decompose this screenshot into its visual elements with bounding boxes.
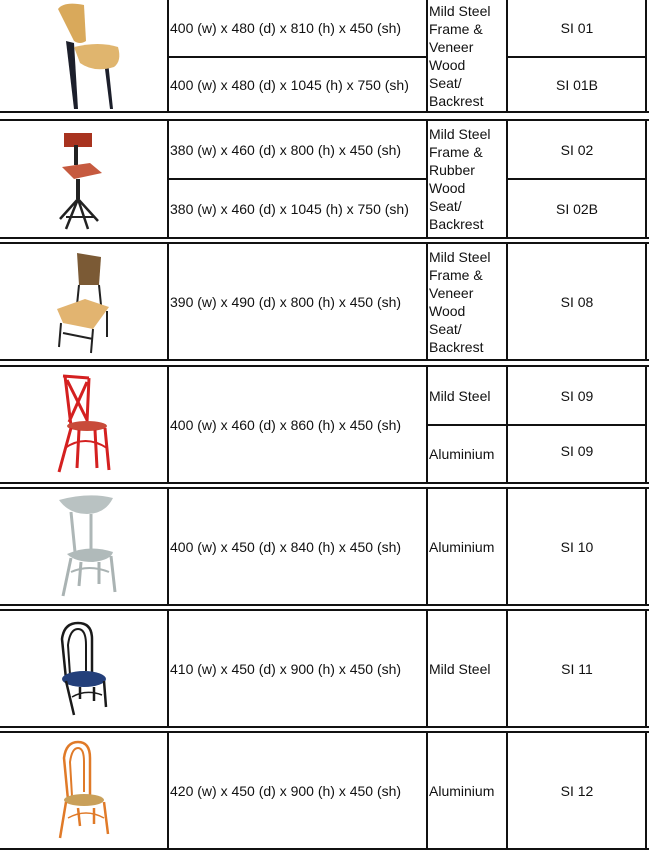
material-line: Backrest — [429, 338, 484, 355]
school-chair-veneer-wood-icon — [0, 244, 167, 359]
product-row-si-09 — [0, 365, 649, 484]
product-code: SI 10 — [560, 538, 594, 555]
product-code: SI 02 — [560, 141, 594, 158]
material-line: Veneer — [429, 38, 474, 55]
dimensions-cell: 400 (w) x 460 (d) x 860 (h) x 450 (sh) — [170, 416, 402, 433]
material-line: Mild Steel — [429, 2, 491, 19]
product-row-si-01 — [0, 0, 649, 113]
product-code: SI 09 — [560, 443, 594, 459]
material-line: Mild Steel — [429, 248, 491, 265]
product-code: SI 01 — [560, 20, 594, 36]
dimensions-cell: 380 (w) x 460 (d) x 800 (h) x 450 (sh) — [170, 141, 402, 158]
product-code: SI 12 — [560, 782, 594, 799]
dimensions-cell: 400 (w) x 480 (d) x 810 (h) x 450 (sh) — [170, 20, 402, 36]
silver-aluminium-chair-icon — [0, 489, 167, 604]
product-row-si-08 — [0, 242, 649, 361]
material-cell: Mild Steel — [429, 387, 491, 404]
column-divider — [645, 489, 647, 604]
material-line: Seat/ — [429, 198, 462, 214]
product-row-si-11 — [0, 609, 649, 728]
material-cell: Aluminium — [429, 538, 495, 555]
dimensions-cell: 410 (w) x 450 (d) x 900 (h) x 450 (sh) — [170, 660, 402, 677]
material-cell — [428, 121, 506, 237]
product-code: SI 01B — [555, 76, 599, 93]
product-code: SI 11 — [561, 660, 593, 677]
material-line: Seat/ — [429, 74, 462, 91]
material-line: Wood — [429, 56, 466, 73]
material-line: Wood — [429, 180, 466, 196]
orange-bentwood-chair-icon — [0, 733, 167, 848]
product-code: SI 02B — [555, 200, 599, 217]
material-line: Veneer — [429, 284, 474, 301]
column-divider — [645, 733, 647, 848]
swivel-stool-chair-rubber-wood-icon — [0, 121, 167, 237]
dimensions-cell: 400 (w) x 450 (d) x 840 (h) x 450 (sh) — [170, 538, 402, 555]
material-cell: Aluminium — [429, 782, 495, 799]
black-bentwood-chair-blue-seat-icon — [0, 611, 167, 726]
material-line: Frame & — [429, 20, 483, 37]
column-divider — [645, 367, 647, 482]
dimensions-cell: 380 (w) x 460 (d) x 1045 (h) x 750 (sh) — [170, 200, 409, 217]
material-cell — [428, 244, 506, 359]
chair-veneer-wood-black-frame-icon — [0, 0, 167, 111]
material-line: Frame & — [429, 144, 483, 160]
red-cross-back-chair-icon — [0, 367, 167, 482]
column-divider — [645, 121, 647, 237]
column-divider — [645, 0, 647, 111]
material-line: Frame & — [429, 266, 483, 283]
material-cell — [428, 0, 506, 111]
product-code: SI 09 — [560, 387, 594, 404]
product-row-si-10 — [0, 487, 649, 606]
material-line: Backrest — [429, 92, 484, 109]
material-cell: Mild Steel — [429, 660, 491, 677]
product-row-si-12 — [0, 731, 649, 850]
material-line: Mild Steel — [429, 126, 491, 142]
dimensions-cell: 420 (w) x 450 (d) x 900 (h) x 450 (sh) — [170, 782, 402, 799]
dimensions-cell: 390 (w) x 490 (d) x 800 (h) x 450 (sh) — [170, 293, 402, 310]
column-divider — [645, 244, 647, 359]
dimensions-cell: 400 (w) x 480 (d) x 1045 (h) x 750 (sh) — [170, 76, 409, 93]
product-row-si-02 — [0, 119, 649, 239]
material-line: Seat/ — [429, 320, 462, 337]
column-divider — [645, 611, 647, 726]
material-line: Wood — [429, 302, 466, 319]
material-line: Backrest — [429, 216, 484, 232]
material-line: Rubber — [429, 162, 475, 178]
material-cell: Aluminium — [429, 446, 495, 462]
product-code: SI 08 — [560, 293, 594, 310]
